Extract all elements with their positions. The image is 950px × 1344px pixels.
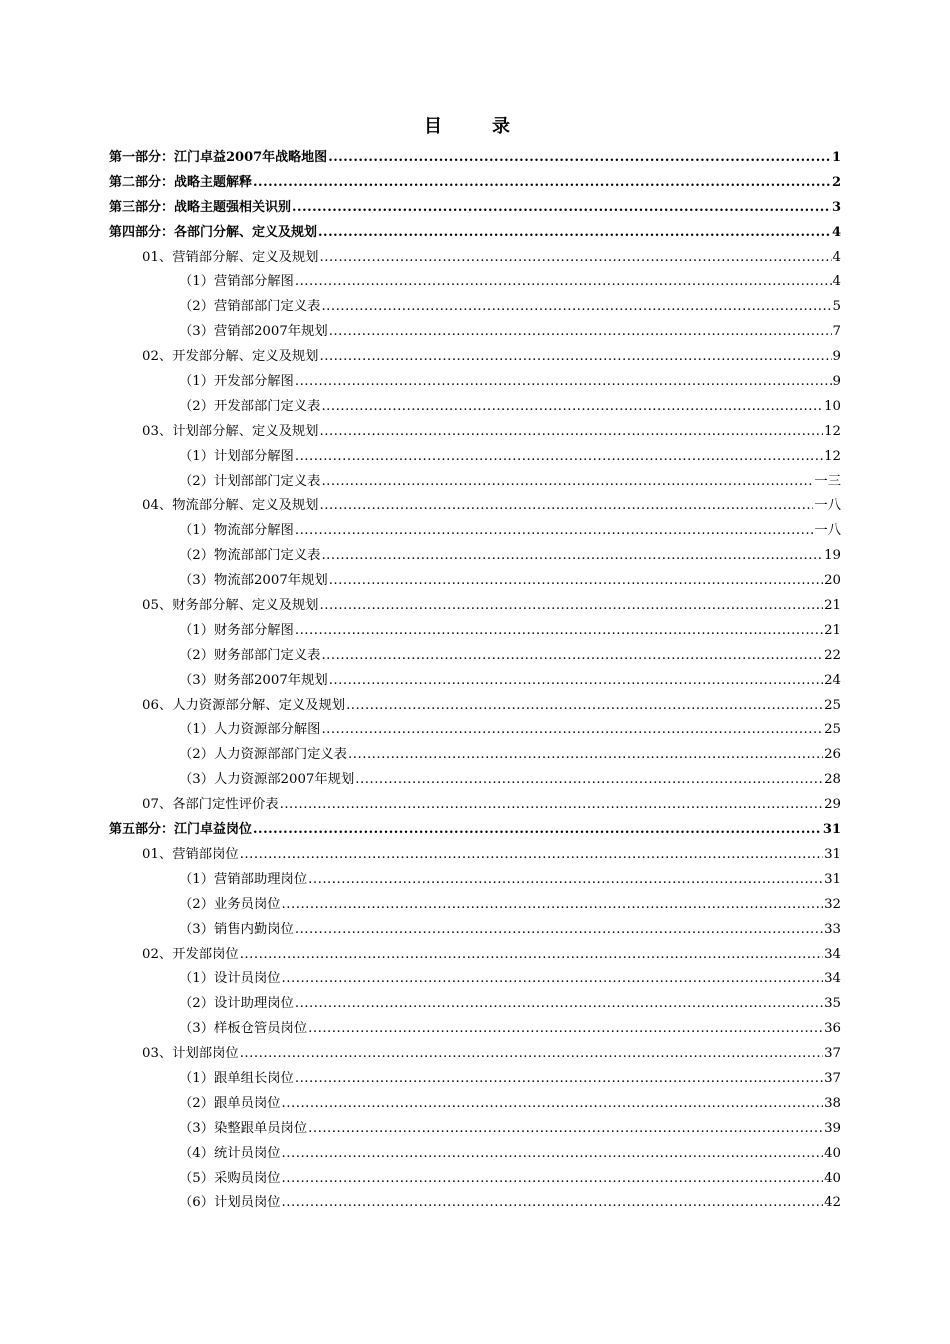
dot-leader (295, 370, 832, 395)
toc-entry[interactable] (109, 1067, 841, 1092)
toc-entry-text: （2）计划部部门定义表 (179, 473, 321, 489)
toc-entry-page-number: 42 (824, 1195, 841, 1211)
toc-entry-text: 第五部分：江门卓益岗位 (109, 822, 253, 838)
toc-entry-text: 07、各部门定性评价表 (142, 797, 279, 813)
dot-leader (319, 246, 831, 271)
dot-leader (321, 295, 831, 320)
toc-entry[interactable] (109, 992, 841, 1017)
dot-leader (319, 345, 831, 370)
toc-entry-text: 02、开发部岗位 (142, 946, 239, 962)
toc-entry-page-number: 40 (824, 1145, 841, 1161)
toc-entry-text: （2）设计助理岗位 (179, 996, 294, 1012)
toc-entry-text: （1）营销部助理岗位 (179, 871, 308, 887)
toc-entry-text: （3）样板仓管员岗位 (179, 1021, 308, 1037)
toc-entry-text: （3）物流部2007年规划 (179, 573, 328, 589)
toc-entry-page-number: 1 (831, 150, 841, 165)
dot-leader (282, 893, 824, 918)
toc-entry-text: 第一部分：江门卓益2007年战略地图 (109, 150, 328, 165)
toc-entry[interactable] (109, 818, 841, 843)
toc-entry[interactable] (109, 146, 841, 171)
dot-leader (321, 718, 823, 743)
toc-entry-text: （2）开发部部门定义表 (179, 398, 321, 414)
dot-leader (329, 320, 832, 345)
toc-entry-text: 06、人力资源部分解、定义及规划 (142, 697, 346, 713)
toc-entry-page-number: 35 (824, 996, 841, 1012)
toc-entry[interactable] (109, 494, 841, 519)
toc-entry-page-number: 9 (832, 349, 841, 365)
dot-leader (295, 519, 814, 544)
toc-entry-page-number: 21 (824, 622, 841, 638)
toc-entry[interactable] (109, 221, 841, 246)
dot-leader (319, 594, 823, 619)
toc-entry[interactable] (109, 1017, 841, 1042)
toc-entry-page-number: 19 (824, 548, 841, 564)
dot-leader (282, 1142, 824, 1167)
toc-entry-page-number: 4 (832, 274, 841, 290)
toc-entry-page-number: 37 (824, 1070, 841, 1086)
toc-entry-page-number: 12 (824, 423, 841, 439)
dot-leader (321, 470, 813, 495)
dot-leader (282, 1167, 824, 1192)
dot-leader (282, 1191, 824, 1216)
toc-entry-text: 03、计划部分解、定义及规划 (142, 423, 319, 439)
toc-entry-text: （1）计划部分解图 (179, 448, 294, 464)
dot-leader (295, 918, 823, 943)
toc-entry[interactable] (109, 1142, 841, 1167)
dot-leader (240, 943, 823, 968)
toc-entry-page-number: 25 (824, 697, 841, 713)
toc-entry[interactable] (109, 569, 841, 594)
toc-entry-text: （1）物流部分解图 (179, 523, 294, 539)
dot-leader (321, 644, 823, 669)
toc-entry[interactable] (109, 544, 841, 569)
toc-entry-page-number: 21 (824, 598, 841, 614)
toc-entry-text: （2）人力资源部部门定义表 (179, 747, 348, 763)
dot-leader (308, 1117, 823, 1142)
toc-entry-page-number: 9 (832, 374, 841, 390)
toc-entry-text: （1）设计员岗位 (179, 971, 281, 987)
dot-leader (295, 445, 823, 470)
toc-entry[interactable] (109, 893, 841, 918)
toc-entry-text: 02、开发部分解、定义及规划 (142, 349, 319, 365)
toc-entry-page-number: 24 (824, 672, 841, 688)
toc-entry-page-number: 12 (824, 448, 841, 464)
toc-entry[interactable] (109, 1191, 841, 1216)
toc-entry[interactable] (109, 669, 841, 694)
toc-entry[interactable] (109, 619, 841, 644)
toc-entry-page-number: 一八 (814, 523, 841, 539)
dot-leader (318, 221, 831, 246)
toc-entry-text: （1）营销部分解图 (179, 274, 294, 290)
toc-entry[interactable] (109, 1117, 841, 1142)
toc-entry-text: 第二部分：战略主题解释 (109, 174, 253, 190)
toc-entry[interactable] (109, 295, 841, 320)
toc-entry[interactable] (109, 345, 841, 370)
toc-entry-page-number: 2 (831, 174, 841, 190)
toc-entry-text: （5）采购员岗位 (179, 1170, 281, 1186)
toc-entry-page-number: 28 (824, 772, 841, 788)
toc-entry-page-number: 10 (824, 398, 841, 414)
toc-entry-text: 01、营销部分解、定义及规划 (142, 249, 319, 265)
page-title: 目 录 (424, 116, 526, 137)
dot-leader (240, 843, 823, 868)
toc-entry-text: 03、计划部岗位 (142, 1046, 239, 1062)
toc-entry[interactable] (109, 1167, 841, 1192)
toc-entry-page-number: 29 (824, 797, 841, 813)
dot-leader (282, 967, 824, 992)
toc-entry[interactable] (109, 470, 841, 495)
toc-entry-text: （1）财务部分解图 (179, 622, 294, 638)
toc-entry[interactable] (109, 420, 841, 445)
toc-entry[interactable] (109, 445, 841, 470)
toc-entry[interactable] (109, 270, 841, 295)
toc-entry-page-number: 22 (824, 647, 841, 663)
toc-entry[interactable] (109, 694, 841, 719)
toc-entry[interactable] (109, 768, 841, 793)
toc-entry-text: 第三部分：战略主题强相关识别 (109, 199, 292, 215)
toc-entry-page-number: 40 (824, 1170, 841, 1186)
dot-leader (292, 196, 831, 221)
dot-leader (355, 768, 823, 793)
toc-entry-page-number: 26 (824, 747, 841, 763)
dot-leader (321, 395, 823, 420)
dot-leader (319, 494, 813, 519)
toc-entry-text: （2）财务部部门定义表 (179, 647, 321, 663)
toc-entry[interactable] (109, 793, 841, 818)
toc-entry-text: （2）营销部部门定义表 (179, 299, 321, 315)
toc-entry[interactable] (109, 743, 841, 768)
dot-leader (240, 1042, 823, 1067)
toc-entry-page-number: 31 (824, 871, 841, 887)
toc-entry[interactable] (109, 843, 841, 868)
dot-leader (308, 1017, 823, 1042)
dot-leader (295, 270, 832, 295)
toc-entry-text: 04、物流部分解、定义及规划 (142, 498, 319, 514)
toc-entry-page-number: 4 (832, 249, 841, 265)
toc-entry[interactable] (109, 196, 841, 221)
dot-leader (348, 743, 823, 768)
toc-entry-text: （1）开发部分解图 (179, 374, 294, 390)
toc-entry-page-number: 25 (824, 722, 841, 738)
toc-entry-page-number: 7 (832, 324, 841, 340)
dot-leader (295, 992, 823, 1017)
dot-leader (329, 669, 823, 694)
toc-entry-page-number: 31 (822, 822, 841, 838)
toc-entry-page-number: 38 (824, 1095, 841, 1111)
toc-entry[interactable] (109, 943, 841, 968)
toc-entry-text: （3）染整跟单员岗位 (179, 1120, 308, 1136)
toc-entry-page-number: 5 (832, 299, 841, 315)
toc-entry[interactable] (109, 519, 841, 544)
toc-entry-page-number: 39 (824, 1120, 841, 1136)
toc-entry-text: 第四部分：各部门分解、定义及规划 (109, 224, 318, 240)
toc-entry[interactable] (109, 246, 841, 271)
toc-entry-page-number: 31 (824, 846, 841, 862)
dot-leader (328, 146, 831, 171)
toc-entry[interactable] (109, 718, 841, 743)
toc-entry[interactable] (109, 1042, 841, 1067)
toc-entry-page-number: 一三 (814, 473, 841, 489)
toc-entry[interactable] (109, 918, 841, 943)
toc-entry-text: （6）计划员岗位 (179, 1195, 281, 1211)
toc-entry-text: （3）营销部2007年规划 (179, 324, 328, 340)
dot-leader (329, 569, 823, 594)
dot-leader (280, 793, 823, 818)
toc-entry[interactable] (109, 967, 841, 992)
toc-list (109, 146, 841, 1216)
toc-entry-page-number: 37 (824, 1046, 841, 1062)
dot-leader (346, 694, 823, 719)
toc-entry-text: （2）跟单员岗位 (179, 1095, 281, 1111)
toc-entry-text: （3）人力资源部2007年规划 (179, 772, 355, 788)
toc-entry-page-number: 36 (824, 1021, 841, 1037)
dot-leader (308, 868, 823, 893)
toc-entry[interactable] (109, 171, 841, 196)
toc-entry[interactable] (109, 644, 841, 669)
dot-leader (282, 1092, 824, 1117)
toc-entry[interactable] (109, 370, 841, 395)
toc-entry-page-number: 33 (824, 921, 841, 937)
dot-leader (319, 420, 823, 445)
toc-entry[interactable] (109, 594, 841, 619)
toc-entry-text: （2）物流部部门定义表 (179, 548, 321, 564)
toc-entry-text: 05、财务部分解、定义及规划 (142, 598, 319, 614)
toc-entry-page-number: 32 (824, 896, 841, 912)
dot-leader (295, 619, 823, 644)
toc-entry-text: （2）业务员岗位 (179, 896, 281, 912)
toc-entry-page-number: 34 (824, 946, 841, 962)
toc-entry[interactable] (109, 1092, 841, 1117)
toc-entry[interactable] (109, 868, 841, 893)
toc-entry[interactable] (109, 320, 841, 345)
dot-leader (253, 818, 822, 843)
toc-entry-page-number: 3 (831, 199, 841, 215)
toc-entry-text: （1）人力资源部分解图 (179, 722, 321, 738)
toc-entry-text: （4）统计员岗位 (179, 1145, 281, 1161)
dot-leader (253, 171, 831, 196)
dot-leader (321, 544, 823, 569)
toc-entry-page-number: 4 (831, 224, 841, 240)
toc-entry-page-number: 一八 (814, 498, 841, 514)
toc-entry-text: （3）财务部2007年规划 (179, 672, 328, 688)
toc-entry-text: （1）跟单组长岗位 (179, 1070, 294, 1086)
toc-entry-page-number: 34 (824, 971, 841, 987)
toc-entry-text: （3）销售内勤岗位 (179, 921, 294, 937)
toc-entry-page-number: 20 (824, 573, 841, 589)
dot-leader (295, 1067, 823, 1092)
toc-entry[interactable] (109, 395, 841, 420)
toc-entry-text: 01、营销部岗位 (142, 846, 239, 862)
